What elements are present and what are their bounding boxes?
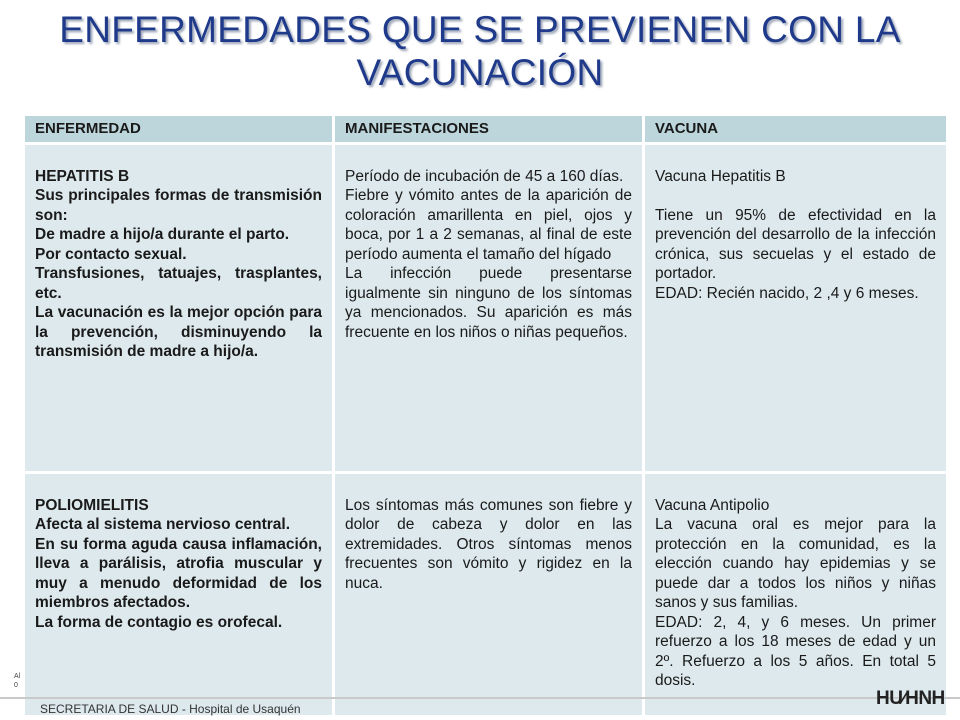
manifestation-line: La infección puede presentarse igualmente sin ninguno de los síntomas ya mencionados. Su aparición es más frecuente en los niños o niñas pequeños. bbox=[345, 265, 632, 341]
table-row bbox=[24, 472, 948, 716]
page-title bbox=[40, 8, 920, 94]
hospital-logo: HU⁄HNH bbox=[876, 688, 945, 709]
footer-text: SECRETARIA DE SALUD - Hospital de Usaquén bbox=[40, 702, 301, 716]
header-row bbox=[24, 115, 948, 144]
header-manifestaciones: MANIFESTACIONES bbox=[334, 115, 644, 144]
vaccine-line: Tiene un 95% de efectividad en la prevención del desarrollo de la infección crónica, sus secuelas y el estado de portador. bbox=[655, 206, 936, 282]
vaccine-line: EDAD: 2, 4, y 6 meses. Un primer refuerzo a los 18 meses de edad y un 2º. Refuerzo a los 5 años. En total 5 dosis. bbox=[655, 613, 936, 689]
manifestation-line: Fiebre y vómito antes de la aparición de coloración amarillenta en piel, ojos y boca, por 1 a 2 semanas, al final de este período aumenta el tamaño del hígado bbox=[345, 187, 632, 263]
footer-divider bbox=[0, 697, 960, 699]
vaccine-cell bbox=[644, 143, 948, 472]
header-enfermedad: ENFERMEDAD bbox=[24, 115, 334, 144]
vaccine-line: EDAD: Recién nacido, 2 ,4 y 6 meses. bbox=[655, 284, 919, 302]
side-note bbox=[14, 672, 20, 690]
disease-line: En su forma aguda causa inflamación, lleva a parálisis, atrofia muscular y muy a menudo deformidad de los miembros afectados. bbox=[35, 535, 322, 611]
vaccine-name: Vacuna Antipolio bbox=[655, 496, 770, 514]
disease-line: Afecta al sistema nervioso central. bbox=[35, 516, 291, 533]
disease-cell bbox=[24, 472, 334, 716]
manifestations-cell bbox=[334, 143, 644, 472]
disease-line: Por contacto sexual. bbox=[35, 245, 187, 263]
disease-name: POLIOMIELITIS bbox=[35, 496, 149, 514]
disease-line: Sus principales formas de transmisión son: bbox=[35, 187, 322, 224]
disease-cell bbox=[24, 143, 334, 472]
header-vacuna: VACUNA bbox=[644, 115, 948, 144]
manifestation-line: Período de incubación de 45 a 160 días. bbox=[345, 167, 624, 185]
table-row bbox=[24, 143, 948, 472]
manifestations-cell bbox=[334, 472, 644, 716]
disease-name: HEPATITIS B bbox=[35, 167, 130, 185]
title-line-2: VACUNACIÓN bbox=[356, 52, 604, 93]
vaccine-line: La vacuna oral es mejor para la protección en la comunidad, es la elección cuando hay epidemias y se puede dar a todos los niños y niñas sanos y sus familias. bbox=[655, 516, 936, 611]
vaccine-cell bbox=[644, 472, 948, 716]
vaccine-blank-line bbox=[655, 186, 936, 206]
vaccine-name: Vacuna Hepatitis B bbox=[655, 167, 786, 185]
side-note-line: 0 bbox=[14, 682, 18, 689]
disease-line: Transfusiones, tatuajes, trasplantes, etc. bbox=[35, 265, 322, 302]
disease-line: De madre a hijo/a durante el parto. bbox=[35, 226, 290, 243]
side-note-line: Al bbox=[14, 673, 21, 680]
disease-line: La forma de contagio es orofecal. bbox=[35, 613, 283, 631]
manifestation-line: Los síntomas más comunes son fiebre y dolor de cabeza y dolor en las extremidades. Otros síntomas menos frecuentes son vómito y rigidez en la nuca. bbox=[345, 496, 632, 592]
title-line-1: ENFERMEDADES QUE SE PREVIENEN CON LA bbox=[59, 9, 901, 50]
vaccination-table bbox=[22, 113, 949, 718]
disease-line: La vacunación es la mejor opción para la prevención, disminuyendo la transmisión de madre a hijo/a. bbox=[35, 304, 322, 360]
